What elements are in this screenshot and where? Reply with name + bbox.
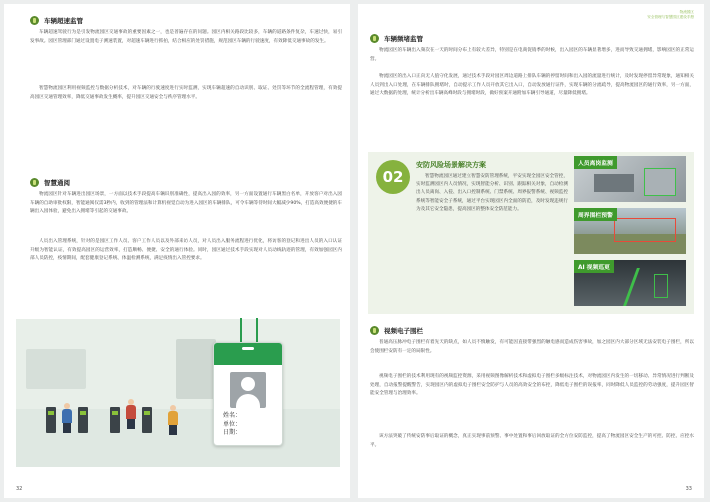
paragraph: 物流园区针对车辆进出园区场景，一方面以技术手段提高车辆识别准确性，提高出入园的效率，另一方面设置通行车辆黑白名单，开放客户对出入园车辆的自助审批权限，智能通阅仅需3秒内，收到的管理法和计算机视觉自动为进入园区的车辆排队，可令车辆等待时间大幅减少90%，打造高效便捷的车辆出入园体验，避免出入拥堵等引起的交通事故。 xyxy=(30,192,342,215)
section-bullet-icon xyxy=(30,178,39,187)
paragraph: 该方法突破了传统安防事后取证的概念，真正实现事前预警、事中处置和事后回放取证的全方位安防监控，提高了物流园区安全生产的可控、防控、应控水平。 xyxy=(370,434,694,448)
paragraph: 物流园区的出入口正向无人值守化发展，通过技术手段对园区周边道路上排队车辆的停留时间和出入园的流量进行统计，及时发现停留异常现象，通知相关人员到出入口处理，在车辆排队拥堵时，自动提示工作人员开放其它出入口，自动发放通行证件，实现车辆的分流疏导，提高物流园区的通行效率，另一方面，通过大数据的处理，统计分析出车辆高峰时段与拥堵时段，做好预案开通附加车辆引导通道，尽量降低拥堵。 xyxy=(370,74,694,97)
gate-access-illustration xyxy=(16,319,340,467)
page-number: 33 xyxy=(685,486,692,492)
section-bullet-icon xyxy=(370,34,379,43)
background-building xyxy=(176,339,216,399)
section-title-smart-access: 智慧通阅 xyxy=(30,178,70,187)
turnstile-icon xyxy=(142,407,152,433)
paragraph: 视频电子围栏的技术利用现有的视频监控资源，采用视频图像解析技术和虚拟电子围栏多级标注技术，对物流园区内发生的一切移动、异常情况进行判断及处理，自动报警提醒警告，实现园区内的虚拟电子围栏安全防护与人员的高效安全的布控，降低电子围栏的误报率，同时降低人员监控的劳动强度，提升园区智能安全管理与治理效率。 xyxy=(370,374,694,397)
surveillance-image-absence xyxy=(574,156,686,202)
id-badge xyxy=(213,342,283,446)
surveillance-image-perimeter xyxy=(574,208,686,254)
surveillance-image-patrol xyxy=(574,260,686,306)
person-icon xyxy=(62,403,72,433)
section-bullet-icon xyxy=(370,326,379,335)
paragraph: 普通高压脉冲电子围栏有着先天的缺点，如人员不慎触发，有可能因直接带强烈的触电感而造成伤害事故，加之园区内大部分区域无法安装电子围栏，所以会使围栏安防有一定的局限性。 xyxy=(370,340,694,354)
badge-name-label: 姓名： xyxy=(223,412,242,419)
image-label: 周界围栏预警 xyxy=(574,208,617,221)
background-building xyxy=(26,349,86,389)
lanyard xyxy=(240,318,258,344)
section-title-video-fence: 视频电子围栏 xyxy=(370,326,423,335)
solution-box xyxy=(368,152,694,314)
paragraph: 车辆超速驾驶行为是引发物流园区交通事故的重要因素之一，也是普遍存在的问题。园区内相关路段比较多，车辆的道路条件复杂，车速过快，易引发事故。园区管理部门通过设置电子测速装置，对超速车辆进行抓拍，结合相应的处罚措施，规范园区车辆的行驶速度，有效降低交通事故的发生。 xyxy=(30,30,342,44)
left-page xyxy=(4,4,350,498)
paragraph: 智慧物流园区利用视频监控与数据分析技术，对车辆的行驶速度进行实时监测，实现车辆超速的自动识别、取证、处罚等环节的全流程管理，有效提高园区交通管理效率，降低交通事故发生概率，提升园区交通安全与秩序管理水平。 xyxy=(30,86,342,100)
paragraph: 人员出入管理系统，针对的是园区工作人员、客户工作人员以及外部来访人员，对人员出入服务流程进行优化，将访客的登记和进出人员的入口认证升级为智能认证，有效提高园区的运营效率，打造顺畅、便捷、安全的通行体验。同时，园区通过技术手段实现对人员动线轨迹的管理，有效加强园区内部人员防控，疫情期间，配套健康登记系统、体温检测系统，满足疫情出入管控要求。 xyxy=(30,239,342,262)
section-title-congestion: 车辆频堵监管 xyxy=(370,34,423,43)
turnstile-icon xyxy=(110,407,120,433)
badge-date-label: 日期： xyxy=(223,429,242,436)
section-bullet-icon xyxy=(30,16,39,25)
solution-title: 安防风险场景解决方案 xyxy=(416,161,486,169)
image-label: AI 视频巡更 xyxy=(574,260,614,273)
avatar-icon xyxy=(230,372,266,408)
solution-paragraph: 智慧物流园区通过建立智慧安防管理系统，平安实现全园区安全管控，实时监测园区内人员情况，实现智能分析、识别、跟踪相关对象，自动检测出人员离岗、入侵、出入口控制系统、门禁系统、周界报警系统、视频监控系统等智能安全子系统，通过平台实现园区内全面的防范，及时发现违规行为及其它安全隐患，提高园区的整体安全防范能力。 xyxy=(416,174,568,212)
turnstile-icon xyxy=(46,407,56,433)
solution-number: 02 xyxy=(376,160,410,194)
turnstile-icon xyxy=(78,407,88,433)
running-header: 物流园区 安全管理与智慧园区建设手册 xyxy=(647,10,694,19)
paragraph: 物流园区的车辆出入频次在一天的时间分布上有较大差异，特别是在电商促销季的时候，出入园区的车辆显著增多，进而导致交通拥堵，影响园区的正常运营。 xyxy=(370,48,694,62)
section-title-speeding: 车辆超速监管 xyxy=(30,16,83,25)
badge-unit-label: 单位： xyxy=(223,420,242,428)
image-label: 人员离岗监测 xyxy=(574,156,617,169)
page-number: 32 xyxy=(16,486,23,492)
person-icon xyxy=(168,405,178,435)
right-page xyxy=(358,4,704,498)
person-icon xyxy=(126,399,136,429)
